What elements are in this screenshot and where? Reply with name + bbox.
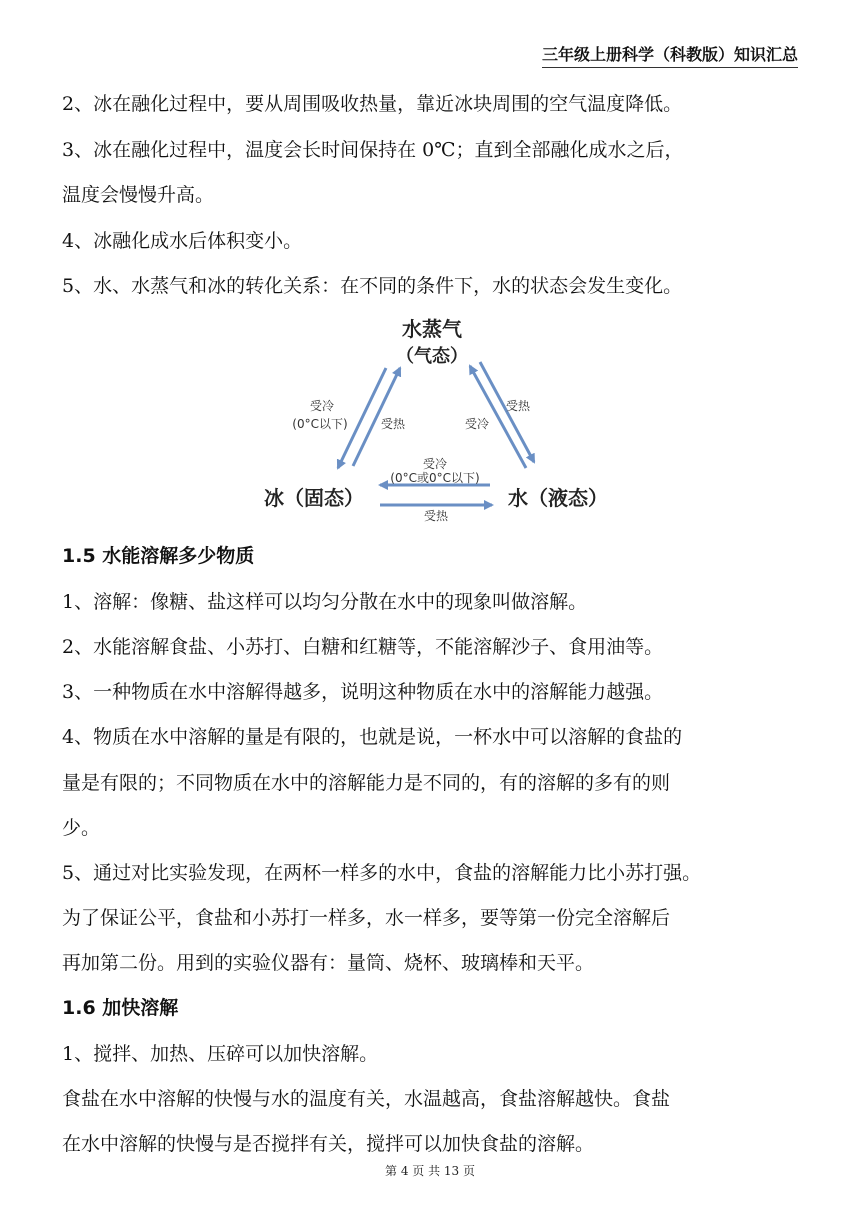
bottom-cool-label: 受冷 <box>422 457 448 471</box>
ice-item-3-cont: 温度会慢慢升高。 <box>62 184 215 206</box>
bottom-heat-label: 受热 <box>423 509 449 523</box>
s15-item-3: 3、一种物质在水中溶解得越多，说明这种物质在水中的溶解能力越强。 <box>62 681 664 703</box>
s16-item-1: 1、搅拌、加热、压碎可以加快溶解。 <box>62 1043 379 1065</box>
s15-item-2: 2、水能溶解食盐、小苏打、白糖和红糖等，不能溶解沙子、食用油等。 <box>62 636 664 658</box>
page-footer: 第 4 页 共 13 页 <box>385 1164 475 1178</box>
s15-item-5-cont: 为了保证公平，食盐和小苏打一样多，水一样多，要等第一份完全溶解后 <box>62 907 671 929</box>
vapor-label: 水蒸气 <box>402 317 462 341</box>
section-1-6-title: 1.6 加快溶解 <box>62 997 179 1019</box>
s16-para-2: 在水中溶解的快慢与是否搅拌有关，搅拌可以加快食盐的溶解。 <box>62 1133 595 1155</box>
document-header: 三年级上册科学（科教版）知识汇总 <box>542 42 798 68</box>
s15-item-4-end: 少。 <box>62 817 101 839</box>
ice-item-3: 3、冰在融化过程中，温度会长时间保持在 0℃；直到全部融化成水之后， <box>62 139 684 161</box>
ice-item-5: 5、水、水蒸气和冰的转化关系：在不同的条件下，水的状态会发生变化。 <box>62 275 683 297</box>
right-heat-label: 受热 <box>505 399 531 413</box>
left-cool-label: 受冷 <box>309 399 335 413</box>
section-1-5-title: 1.5 水能溶解多少物质 <box>62 545 255 567</box>
bottom-cool-cond-label: (0°C或0°C以下) <box>390 471 480 485</box>
ice-item-4: 4、冰融化成水后体积变小。 <box>62 230 303 252</box>
ice-label: 冰（固态） <box>264 486 364 510</box>
s15-item-4: 4、物质在水中溶解的量是有限的，也就是说，一杯水中可以溶解的食盐的 <box>62 726 683 748</box>
s16-para-1: 食盐在水中溶解的快慢与水的温度有关，水温越高，食盐溶解越快。食盐 <box>62 1088 671 1110</box>
s15-item-5: 5、通过对比实验发现，在两杯一样多的水中，食盐的溶解能力比小苏打强。 <box>62 862 702 884</box>
s15-item-4-cont: 量是有限的；不同物质在水中的溶解能力是不同的，有的溶解的多有的则 <box>62 772 671 794</box>
left-cool-cond-label: (0°C以下) <box>292 417 348 431</box>
vapor-state-label: （气态） <box>396 346 468 367</box>
ice-item-2: 2、冰在融化过程中，要从周围吸收热量，靠近冰块周围的空气温度降低。 <box>62 93 683 115</box>
s15-item-5-end: 再加第二份。用到的实验仪器有：量筒、烧杯、玻璃棒和天平。 <box>62 952 595 974</box>
left-heat-label: 受热 <box>380 417 406 431</box>
s15-item-1: 1、溶解：像糖、盐这样可以均匀分散在水中的现象叫做溶解。 <box>62 591 588 613</box>
water-label: 水（液态） <box>508 486 608 510</box>
water-state-diagram <box>250 310 630 530</box>
right-cool-label: 受冷 <box>464 417 490 431</box>
